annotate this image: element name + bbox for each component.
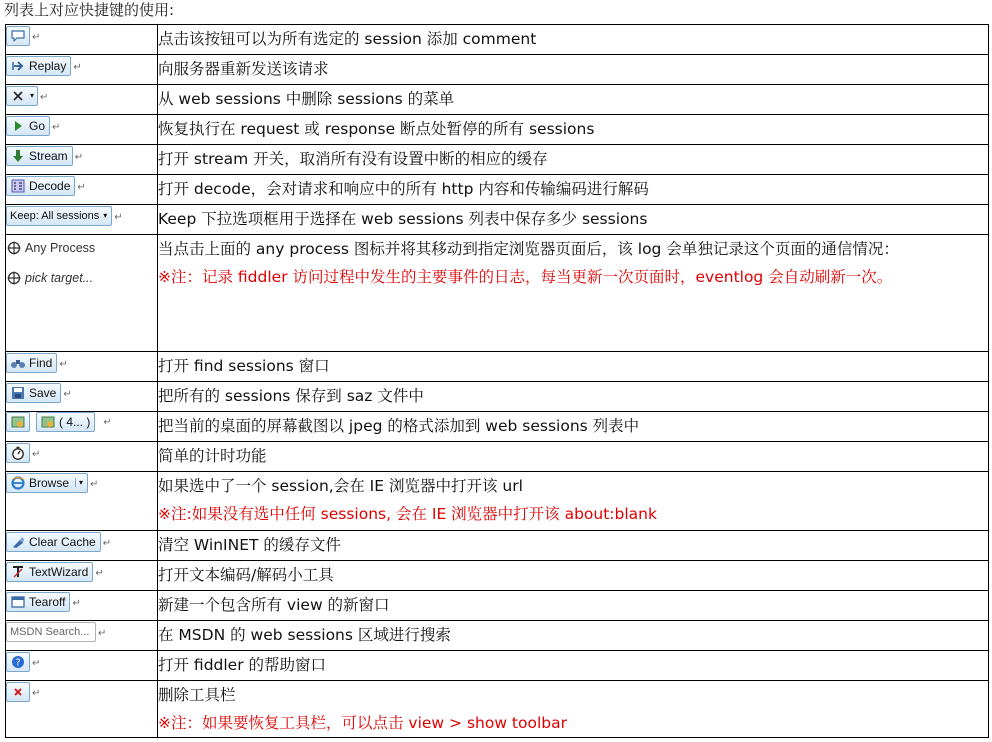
screenshot-button[interactable] — [6, 412, 30, 432]
decode-button[interactable] — [6, 176, 75, 196]
button-label: Any Process — [25, 241, 96, 255]
timed-screenshot-button[interactable] — [36, 412, 95, 432]
input-placeholder: MSDN Search... — [10, 625, 90, 638]
table-row: Clear Cache ↵ 清空 WinINET 的缓存文件 — [6, 531, 989, 561]
row-description: 打开 decode，会对请求和响应中的所有 http 内容和传输编码进行解码 — [158, 180, 649, 198]
screenshot-icon — [10, 414, 26, 430]
stream-icon — [10, 148, 26, 164]
button-label: Find — [29, 355, 53, 370]
textwizard-button[interactable] — [6, 562, 93, 582]
table-row: Save ↵ 把所有的 sessions 保存到 saz 文件中 — [6, 382, 989, 412]
keep-sessions-dropdown[interactable] — [6, 206, 112, 226]
close-toolbar-button[interactable] — [6, 682, 30, 702]
tearoff-icon — [10, 594, 26, 610]
decode-icon — [10, 178, 26, 194]
find-button[interactable] — [6, 353, 57, 373]
stream-button[interactable] — [6, 146, 73, 166]
row-note: ※注：记录 fiddler 访问过程中发生的主要事件的日志，每当更新一次页面时，eventlog 会自动刷新一次。 — [158, 268, 893, 286]
row-description: 把当前的桌面的屏幕截图以 jpeg 的格式添加到 web sessions 列表中 — [158, 417, 640, 435]
table-caption: 列表上对应快捷键的使用: — [4, 1, 175, 19]
row-description: 新建一个包含所有 view 的新窗口 — [158, 596, 390, 614]
browser-icon — [10, 475, 26, 491]
table-row: ( 4... ) ↵ 把当前的桌面的屏幕截图以 jpeg 的格式添加到 web sessions 列表中 — [6, 412, 989, 442]
row-description: 打开 find sessions 窗口 — [158, 357, 330, 375]
table-row: Keep: All sessions ▾ ↵ Keep 下拉选项框用于选择在 web sessions 列表中保存多少 sessions — [6, 205, 989, 235]
table-row: MSDN Search... ↵ 在 MSDN 的 web sessions 区域进行搜索 — [6, 621, 989, 651]
remove-icon — [10, 88, 26, 104]
row-description: 在 MSDN 的 web sessions 区域进行搜索 — [158, 626, 451, 644]
chevron-down-icon: ▾ — [75, 478, 83, 487]
any-process-button[interactable] — [6, 237, 157, 259]
msdn-search-input[interactable] — [6, 622, 96, 642]
table-row: ▾ ↵ 从 web sessions 中删除 sessions 的菜单 — [6, 85, 989, 115]
table-row: TextWizard ↵ 打开文本编码/解码小工具 — [6, 561, 989, 591]
table-row: Stream ↵ 打开 stream 开关，取消所有没有设置中断的相应的缓存 — [6, 145, 989, 175]
go-button[interactable] — [6, 116, 50, 136]
row-description: 点击该按钮可以为所有选定的 session 添加 comment — [158, 30, 537, 48]
browse-button[interactable] — [6, 473, 88, 493]
row-description: 清空 WinINET 的缓存文件 — [158, 536, 341, 554]
comment-button[interactable] — [6, 26, 30, 46]
row-description: 打开 stream 开关，取消所有没有设置中断的相应的缓存 — [158, 150, 548, 168]
table-row: Decode ↵ 打开 decode，会对请求和响应中的所有 http 内容和传输编码进行解码 — [6, 175, 989, 205]
timer-button[interactable] — [6, 443, 30, 463]
save-button[interactable] — [6, 383, 61, 403]
screenshot-icon — [40, 414, 56, 430]
button-label: Tearoff — [29, 594, 66, 609]
row-description: 如果选中了一个 session,会在 IE 浏览器中打开该 url — [158, 477, 523, 495]
clear-cache-button[interactable] — [6, 532, 101, 552]
button-label: Go — [29, 118, 46, 133]
table-row: ↵ 简单的计时功能 — [6, 442, 989, 472]
clear-cache-icon — [10, 534, 26, 550]
row-description: 打开 fiddler 的帮助窗口 — [158, 656, 327, 674]
button-label: Save — [29, 385, 57, 400]
close-icon — [10, 684, 26, 700]
row-description: Keep 下拉选项框用于选择在 web sessions 列表中保存多少 sessions — [158, 210, 648, 228]
tearoff-button[interactable] — [6, 592, 70, 612]
button-label: Replay — [29, 58, 67, 73]
row-description: 删除工具栏 — [158, 686, 236, 704]
table-row: Tearoff ↵ 新建一个包含所有 view 的新窗口 — [6, 591, 989, 621]
svg-text:?: ? — [15, 657, 21, 668]
dropdown-label: Keep: All sessions — [10, 209, 100, 222]
row-note: ※注：如果要恢复工具栏，可以点击 view > show toolbar — [158, 714, 567, 732]
button-label: Clear Cache — [29, 534, 96, 549]
button-label: Decode — [29, 178, 71, 193]
crosshair-icon — [6, 270, 22, 286]
help-button[interactable] — [6, 652, 30, 672]
button-label: TextWizard — [29, 564, 89, 579]
table-row: Browse ▾ ↵ 如果选中了一个 session,会在 IE 浏览器中打开该 url ※注:如果没有选中任何 sessions, 会在 IE 浏览器中打开该 about:blank — [6, 472, 989, 531]
row-description: 向服务器重新发送该请求 — [158, 60, 329, 78]
replay-button[interactable] — [6, 56, 71, 76]
table-row: ? ↵ 打开 fiddler 的帮助窗口 — [6, 651, 989, 681]
help-icon — [10, 654, 26, 670]
button-label: Browse — [29, 475, 70, 490]
row-description: 恢复执行在 request 或 response 断点处暂停的所有 sessions — [158, 120, 595, 138]
crosshair-icon — [6, 240, 22, 256]
textwizard-icon — [10, 564, 26, 580]
row-note: ※注:如果没有选中任何 sessions, 会在 IE 浏览器中打开该 about:blank — [158, 505, 657, 523]
table-row: ↵ 点击该按钮可以为所有选定的 session 添加 comment — [6, 25, 989, 55]
row-description: 从 web sessions 中删除 sessions 的菜单 — [158, 90, 455, 108]
row-description: 简单的计时功能 — [158, 447, 267, 465]
row-description: 打开文本编码/解码小工具 — [158, 566, 334, 584]
row-description: 把所有的 sessions 保存到 saz 文件中 — [158, 387, 424, 405]
comment-icon — [10, 28, 26, 44]
replay-icon — [10, 58, 26, 74]
table-row: Go ↵ 恢复执行在 request 或 response 断点处暂停的所有 sessions — [6, 115, 989, 145]
chevron-down-icon: ▾ — [30, 91, 35, 100]
chevron-down-icon: ▾ — [103, 211, 108, 220]
button-label: Stream — [29, 148, 68, 163]
save-icon — [10, 385, 26, 401]
timer-icon — [10, 445, 26, 461]
table-row: ↵ 删除工具栏 ※注：如果要恢复工具栏，可以点击 view > show toolbar — [6, 681, 989, 738]
table-row: Replay ↵ 向服务器重新发送该请求 — [6, 55, 989, 85]
binoculars-icon — [10, 355, 26, 371]
button-label: ( 4... ) — [59, 415, 91, 429]
shortcut-table — [5, 24, 989, 738]
table-row — [6, 235, 989, 352]
button-label: pick target... — [25, 271, 94, 285]
row-description: 当点击上面的 any process 图标并将其移动到指定浏览器页面后，该 log 会单独记录这个页面的通信情况： — [158, 240, 899, 258]
pick-target-button[interactable] — [6, 267, 157, 289]
remove-menu-button[interactable] — [6, 86, 38, 106]
table-row: Find ↵ 打开 find sessions 窗口 — [6, 352, 989, 382]
play-icon — [10, 118, 26, 134]
